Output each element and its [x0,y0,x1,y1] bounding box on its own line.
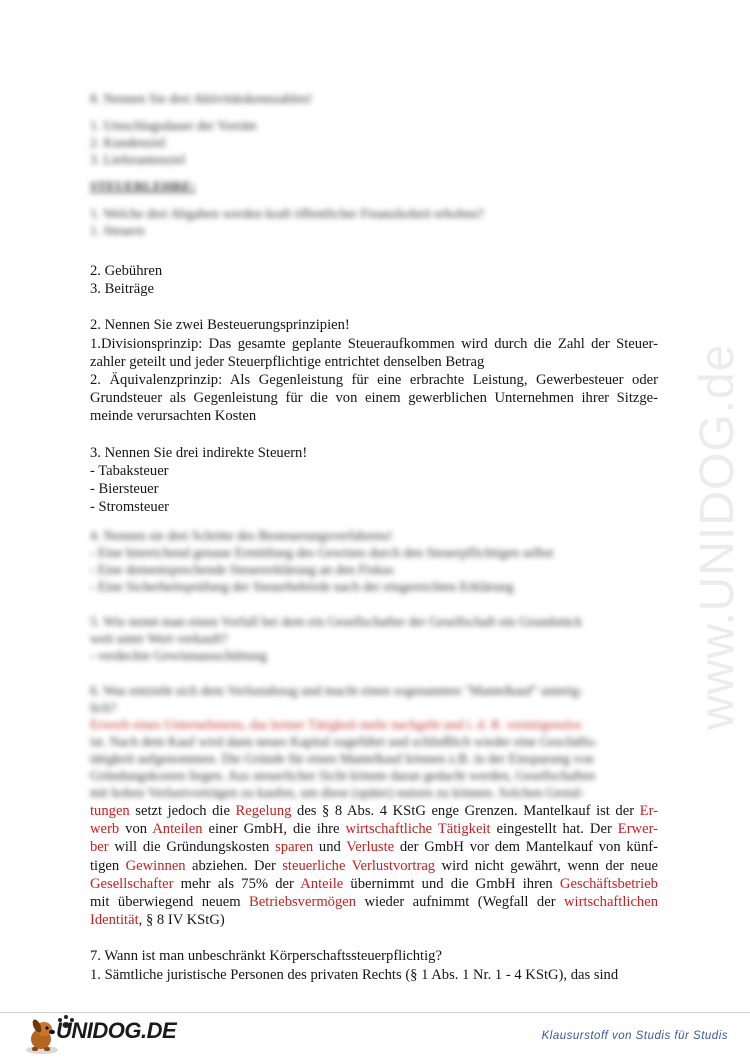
clear-section-top [90,262,658,516]
section-heading: STEUERLEHRE: [90,179,196,194]
text-fragment: mehr als 75% der [173,875,301,892]
q7-line: 1. Sämtliche juristische Personen des privaten Rechts (§ 1 Abs. 1 Nr. 1 - 4 KStG), das sind [90,966,619,983]
text-fragment: abziehen. Der [185,857,283,874]
key-term: Anteilen [152,821,203,838]
q1-title: 1. Welche drei Abgaben werden kraft öffentlicher Finanzhoheit erhoben? [90,206,484,221]
q2-line: 1.Divisionsprinzip: Das gesamte geplante Steueraufkommen wird durch die Zahl der Steuer- [90,335,658,352]
q4-item: - Eine dementsprechende Steuererklärung an den Fiskus [90,562,394,577]
q1-item: 1. Steuern [90,223,145,238]
q3-title: 3. Nennen Sie drei indirekte Steuern! [90,444,308,461]
q4-title: 4. Nennen sie drei Schritte des Besteuerungsverfahrens! [90,528,393,543]
q5-line: 5. Wie nennt man einen Vorfall bei dem ein Gesellschafter der Gesellschaft ein Grundstück [90,614,583,629]
text-fragment: von [119,821,153,838]
key-term: wirtschaftlichen [563,894,658,911]
q6-answer-line: Erwerb eines Unternehmens, das keiner Tätigkeit mehr nachgeht und i. d. R. vermögenslos [90,717,582,732]
key-term: Regelung [235,803,292,819]
q1-item: 3. Beiträge [90,281,155,298]
key-term: Gewinnen [125,857,186,874]
text-fragment: wieder aufnimmt (Wegfall der [356,894,564,911]
key-term: Erwer- [617,821,658,838]
q4-item: - Eine Sicherheitsprüfung der Steuerbehörde nach der eingereichten Erklärung [90,579,514,594]
q3-item: - Stromsteuer [90,499,170,516]
watermark: www.UNIDOG.de [691,343,744,730]
blurred-intro [90,90,658,239]
q6-clear-line [90,857,658,875]
q1-item: 2. Gebühren [90,263,163,279]
key-term: Verluste [346,839,395,856]
key-term: tungen [90,803,130,819]
text-fragment: wird nicht gewährt, wenn der neue [435,857,659,874]
key-term: wirtschaftliche Tätigkeit [345,821,491,838]
q6-title: lich? [90,700,117,715]
q6-answer-line: Gründungskosten liegen. Aus steuerlicher Sicht könnte daran gedacht werden, Gesellschaften [90,768,595,783]
key-term: Er- [639,803,658,819]
q6-answer-line: mit hohen Verlustvorträgen zu kaufen, um diese (später) nutzen zu können. Solchen Gestal- [90,785,585,800]
text-fragment: und [313,839,347,856]
text-fragment: eingestellt hat. Der [490,821,618,838]
key-term: Anteile [300,875,344,892]
logo-text: UNIDOG.DE [56,1018,177,1043]
text-fragment: setzt jedoch die [129,803,236,819]
q6-clear-line [90,820,658,838]
key-term: steuerliche Verlustvortrag [282,857,436,874]
q6-clear-line [90,911,658,929]
q2-line: zahler geteilt und jeder Steuerpflichtige entrichtet denselben Betrag [90,353,485,370]
q5-line: - verdeckte Gewinnausschüttung [90,648,267,663]
text-fragment: des § 8 Abs. 4 KStG enge Grenzen. Mantelkauf ist der [291,803,640,819]
key-term: sparen [275,839,314,856]
key-term: Geschäftsbetrieb [559,875,658,892]
q2-line: Grundsteuer als Gegenleistung für die von einem gewerblichen Unternehmen ihrer Sitzge- [90,390,658,407]
blurred-middle [90,527,658,801]
q3-item: - Tabaksteuer [90,462,169,479]
q8-item: 2. Kundenziel [90,135,166,150]
q6-title: 6. Was entzieht sich dem Verlustabzug und macht einen sogenannten "Mantelkauf" unmög- [90,683,584,698]
clear-section-q6 [90,802,658,984]
text-fragment: mit überwiegend neuem [90,894,250,911]
text-fragment: tigen [90,857,126,874]
q5-line: weit unter Wert verkauft? [90,631,228,646]
q8-title: 8. Nennen Sie drei Aktivitätskennzahlen! [90,91,313,106]
q2-line: meinde verursachten Kosten [90,408,257,425]
q6-clear-line [90,893,658,911]
q4-item: - Eine hinreichend genaue Ermittlung des Gewinns durch den Steuerpflichtigen selbst [90,545,554,560]
q6-answer-line: ist. Nach dem Kauf wird dann neues Kapital zugeführt und schließlich wieder eine Geschäfts- [90,734,598,749]
q7-title: 7. Wann ist man unbeschränkt Körperschaftssteuerpflichtig? [90,948,442,965]
text-fragment: , § 8 IV KStG) [138,912,225,929]
text-fragment: übernimmt und die GmbH ihren [343,875,560,892]
q8-item: 1. Umschlagsdauer der Vorräte [90,118,257,133]
footer-tagline: Klausurstoff von Studis für Studis [541,1030,728,1042]
q6-clear-line [90,838,658,856]
q6-answer-line: tätigkeit aufgenommen. Die Gründe für einen Mantelkauf können z.B. in der Einsparung von [90,751,594,766]
key-term: werb [90,821,120,838]
key-term: Gesellschafter [90,875,174,892]
key-term: Identität [90,912,139,929]
q3-item: - Biersteuer [90,481,159,498]
text-fragment: einer GmbH, die ihre [202,821,346,838]
key-term: ber [90,839,109,856]
q2-line: 2. Äquivalenzprinzip: Als Gegenleistung für eine erbrachte Leistung, Gewerbesteuer oder [90,372,658,389]
q6-clear-line [90,802,658,820]
q6-clear-line [90,875,658,893]
q2-title: 2. Nennen Sie zwei Besteuerungsprinzipien! [90,317,350,334]
q8-item: 3. Lieferantenziel [90,152,186,167]
text-fragment: der GmbH vor dem Mantelkauf von künf- [394,839,658,856]
key-term: Betriebsvermögen [249,894,357,911]
text-fragment: will die Gründungskosten [108,839,276,856]
